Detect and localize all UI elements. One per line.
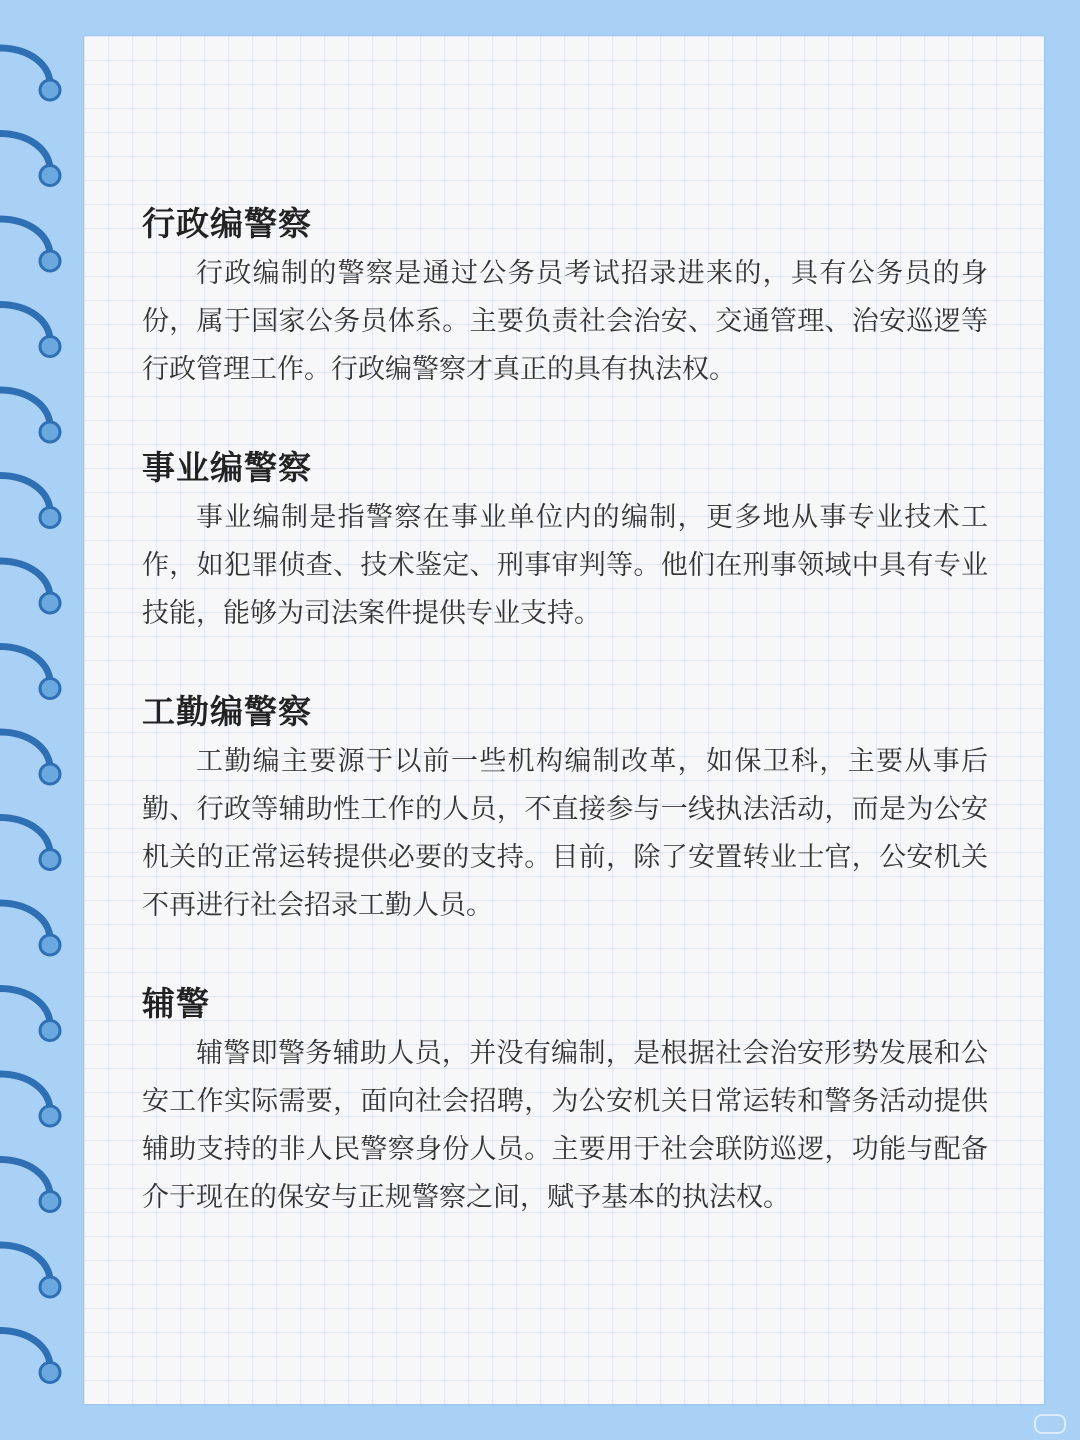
spiral-binding — [0, 0, 90, 1440]
section-body: 事业编制是指警察在事业单位内的编制，更多地从事专业技术工作，如犯罪侦查、技术鉴定、刑事审判等。他们在刑事领域中具有专业技能，能够为司法案件提供专业支持。 — [142, 502, 988, 629]
binding-hole — [40, 508, 60, 528]
section-administrative-police — [142, 198, 988, 394]
section-logistics-police — [142, 686, 988, 930]
binding-hole — [40, 1106, 60, 1126]
section-body: 工勤编主要源于以前一些机构编制改革，如保卫科，主要从事后勤、行政等辅助性工作的人员，不直接参与一线执法活动，而是为公安机关的正常运转提供必要的支持。目前，除了安置转业士官，公安机关不再进行社会招录工勤人员。 — [142, 746, 988, 921]
section-title: 工勤编警察 — [142, 692, 312, 731]
binding-hole — [40, 166, 60, 186]
section-body: 辅警即警务辅助人员，并没有编制，是根据社会治安形势发展和公安工作实际需要，面向社会招聘，为公安机关日常运转和警务活动提供辅助支持的非人民警察身份人员。主要用于社会联防巡逻，功能与配备介于现在的保安与正规警察之间，赋予基本的执法权。 — [142, 1038, 988, 1213]
binding-hole — [40, 1363, 60, 1383]
binding-hole — [40, 1021, 60, 1041]
binding-hole — [40, 1192, 60, 1212]
binding-hole — [40, 850, 60, 870]
binding-hole — [40, 935, 60, 955]
binding-hole — [40, 1277, 60, 1297]
section-body: 行政编制的警察是通过公务员考试招录进来的，具有公务员的身份，属于国家公务员体系。主要负责社会治安、交通管理、治安巡逻等行政管理工作。行政编警察才真正的具有执法权。 — [142, 258, 988, 385]
binding-hole — [40, 80, 60, 100]
binding-hole — [40, 251, 60, 271]
binding-hole — [40, 764, 60, 784]
binding-hole — [40, 679, 60, 699]
binding-hole — [40, 422, 60, 442]
section-title: 事业编警察 — [142, 448, 312, 487]
watermark-icon — [1034, 1414, 1066, 1434]
binding-hole — [40, 337, 60, 357]
article-content — [142, 198, 988, 1270]
section-title: 辅警 — [142, 984, 210, 1023]
section-institutional-police — [142, 442, 988, 638]
section-auxiliary-police — [142, 978, 988, 1222]
binding-hole — [40, 593, 60, 613]
section-title: 行政编警察 — [142, 204, 312, 243]
